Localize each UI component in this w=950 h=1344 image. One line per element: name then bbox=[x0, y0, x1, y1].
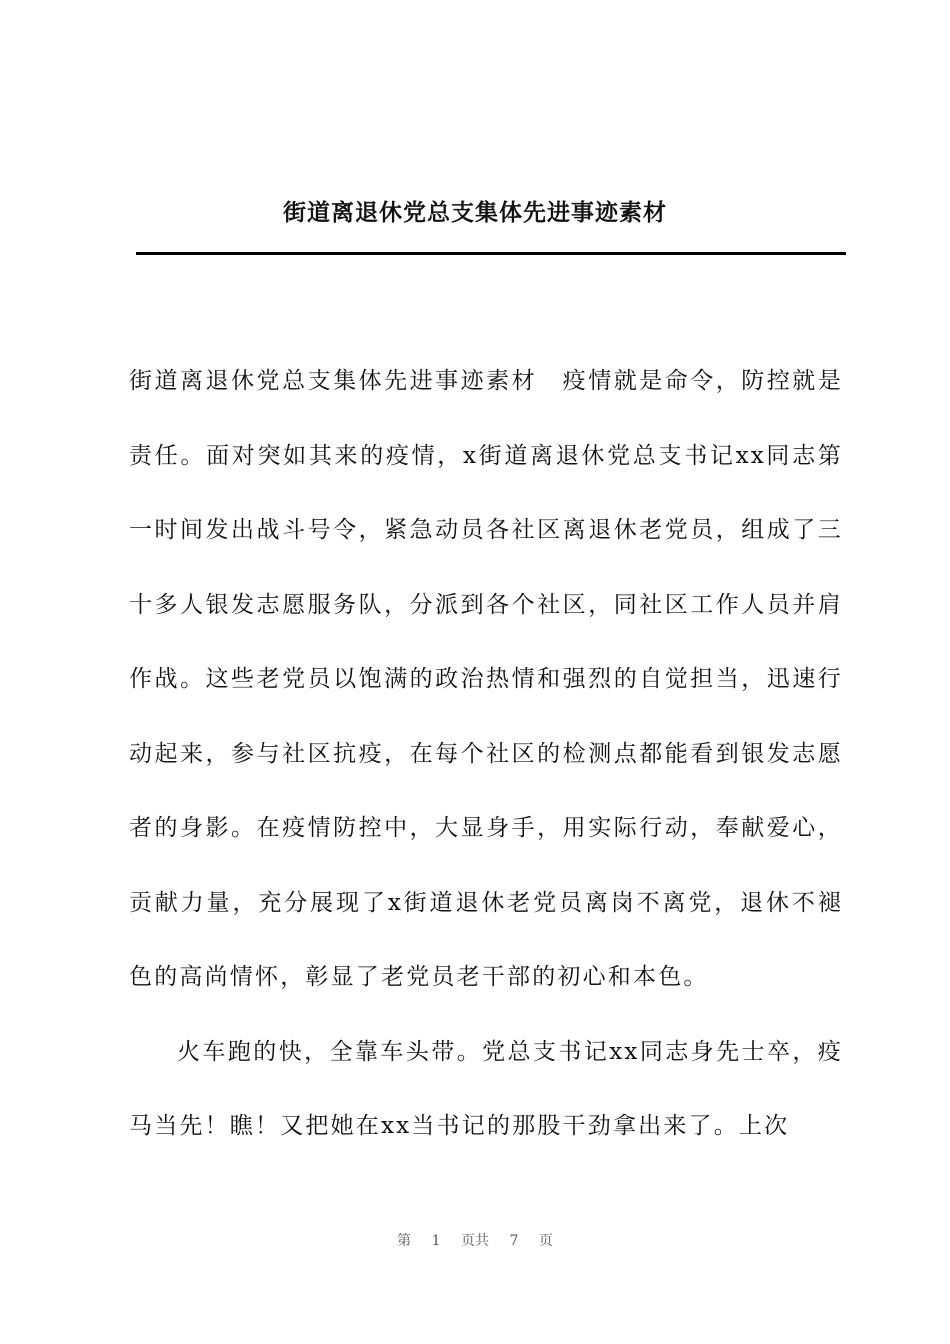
body-paragraph-1: 街道离退休党总支集体先进事迹素材 疫情就是命令，防控就是责任。面对突如其来的疫情，x街道离退休党总支书记xx同志第一时间发出战斗号令，紧急动员各社区离退休老党员，组成了三十多人银发志愿服务队，分派到各个社区，同社区工作人员并肩作战。这些老党员以饱满的政治热情和强烈的自觉担当，迅速行动起来，参与社区抗疫，在每个社区的检测点都能看到银发志愿者的身影。在疫情防控中，大显身手，用实际行动，奉献爱心，贡献力量，充分展现了x街道退休老党员离岗不离党，退休不褪色的高尚情怀，彰显了老党员老干部的初心和本色。 bbox=[129, 368, 843, 990]
footer-page-suffix: 页 bbox=[538, 1233, 553, 1249]
footer-total-label: 页共 bbox=[461, 1233, 489, 1249]
title-underline bbox=[136, 252, 846, 255]
body-paragraph-2: 火车跑的快，全靠车头带。党总支书记xx同志身先士卒，疫马当先！瞧！又把她在xx当书记的那股干劲拿出来了。上次 bbox=[129, 1038, 843, 1139]
footer-total-pages: 7 bbox=[509, 1233, 519, 1249]
document-title: 街道离退休党总支集体先进事迹素材 bbox=[283, 199, 667, 226]
page-footer bbox=[0, 1230, 950, 1250]
footer-page-label: 第 bbox=[397, 1233, 412, 1249]
document-body bbox=[129, 344, 843, 1164]
footer-page-number: 1 bbox=[431, 1233, 441, 1249]
